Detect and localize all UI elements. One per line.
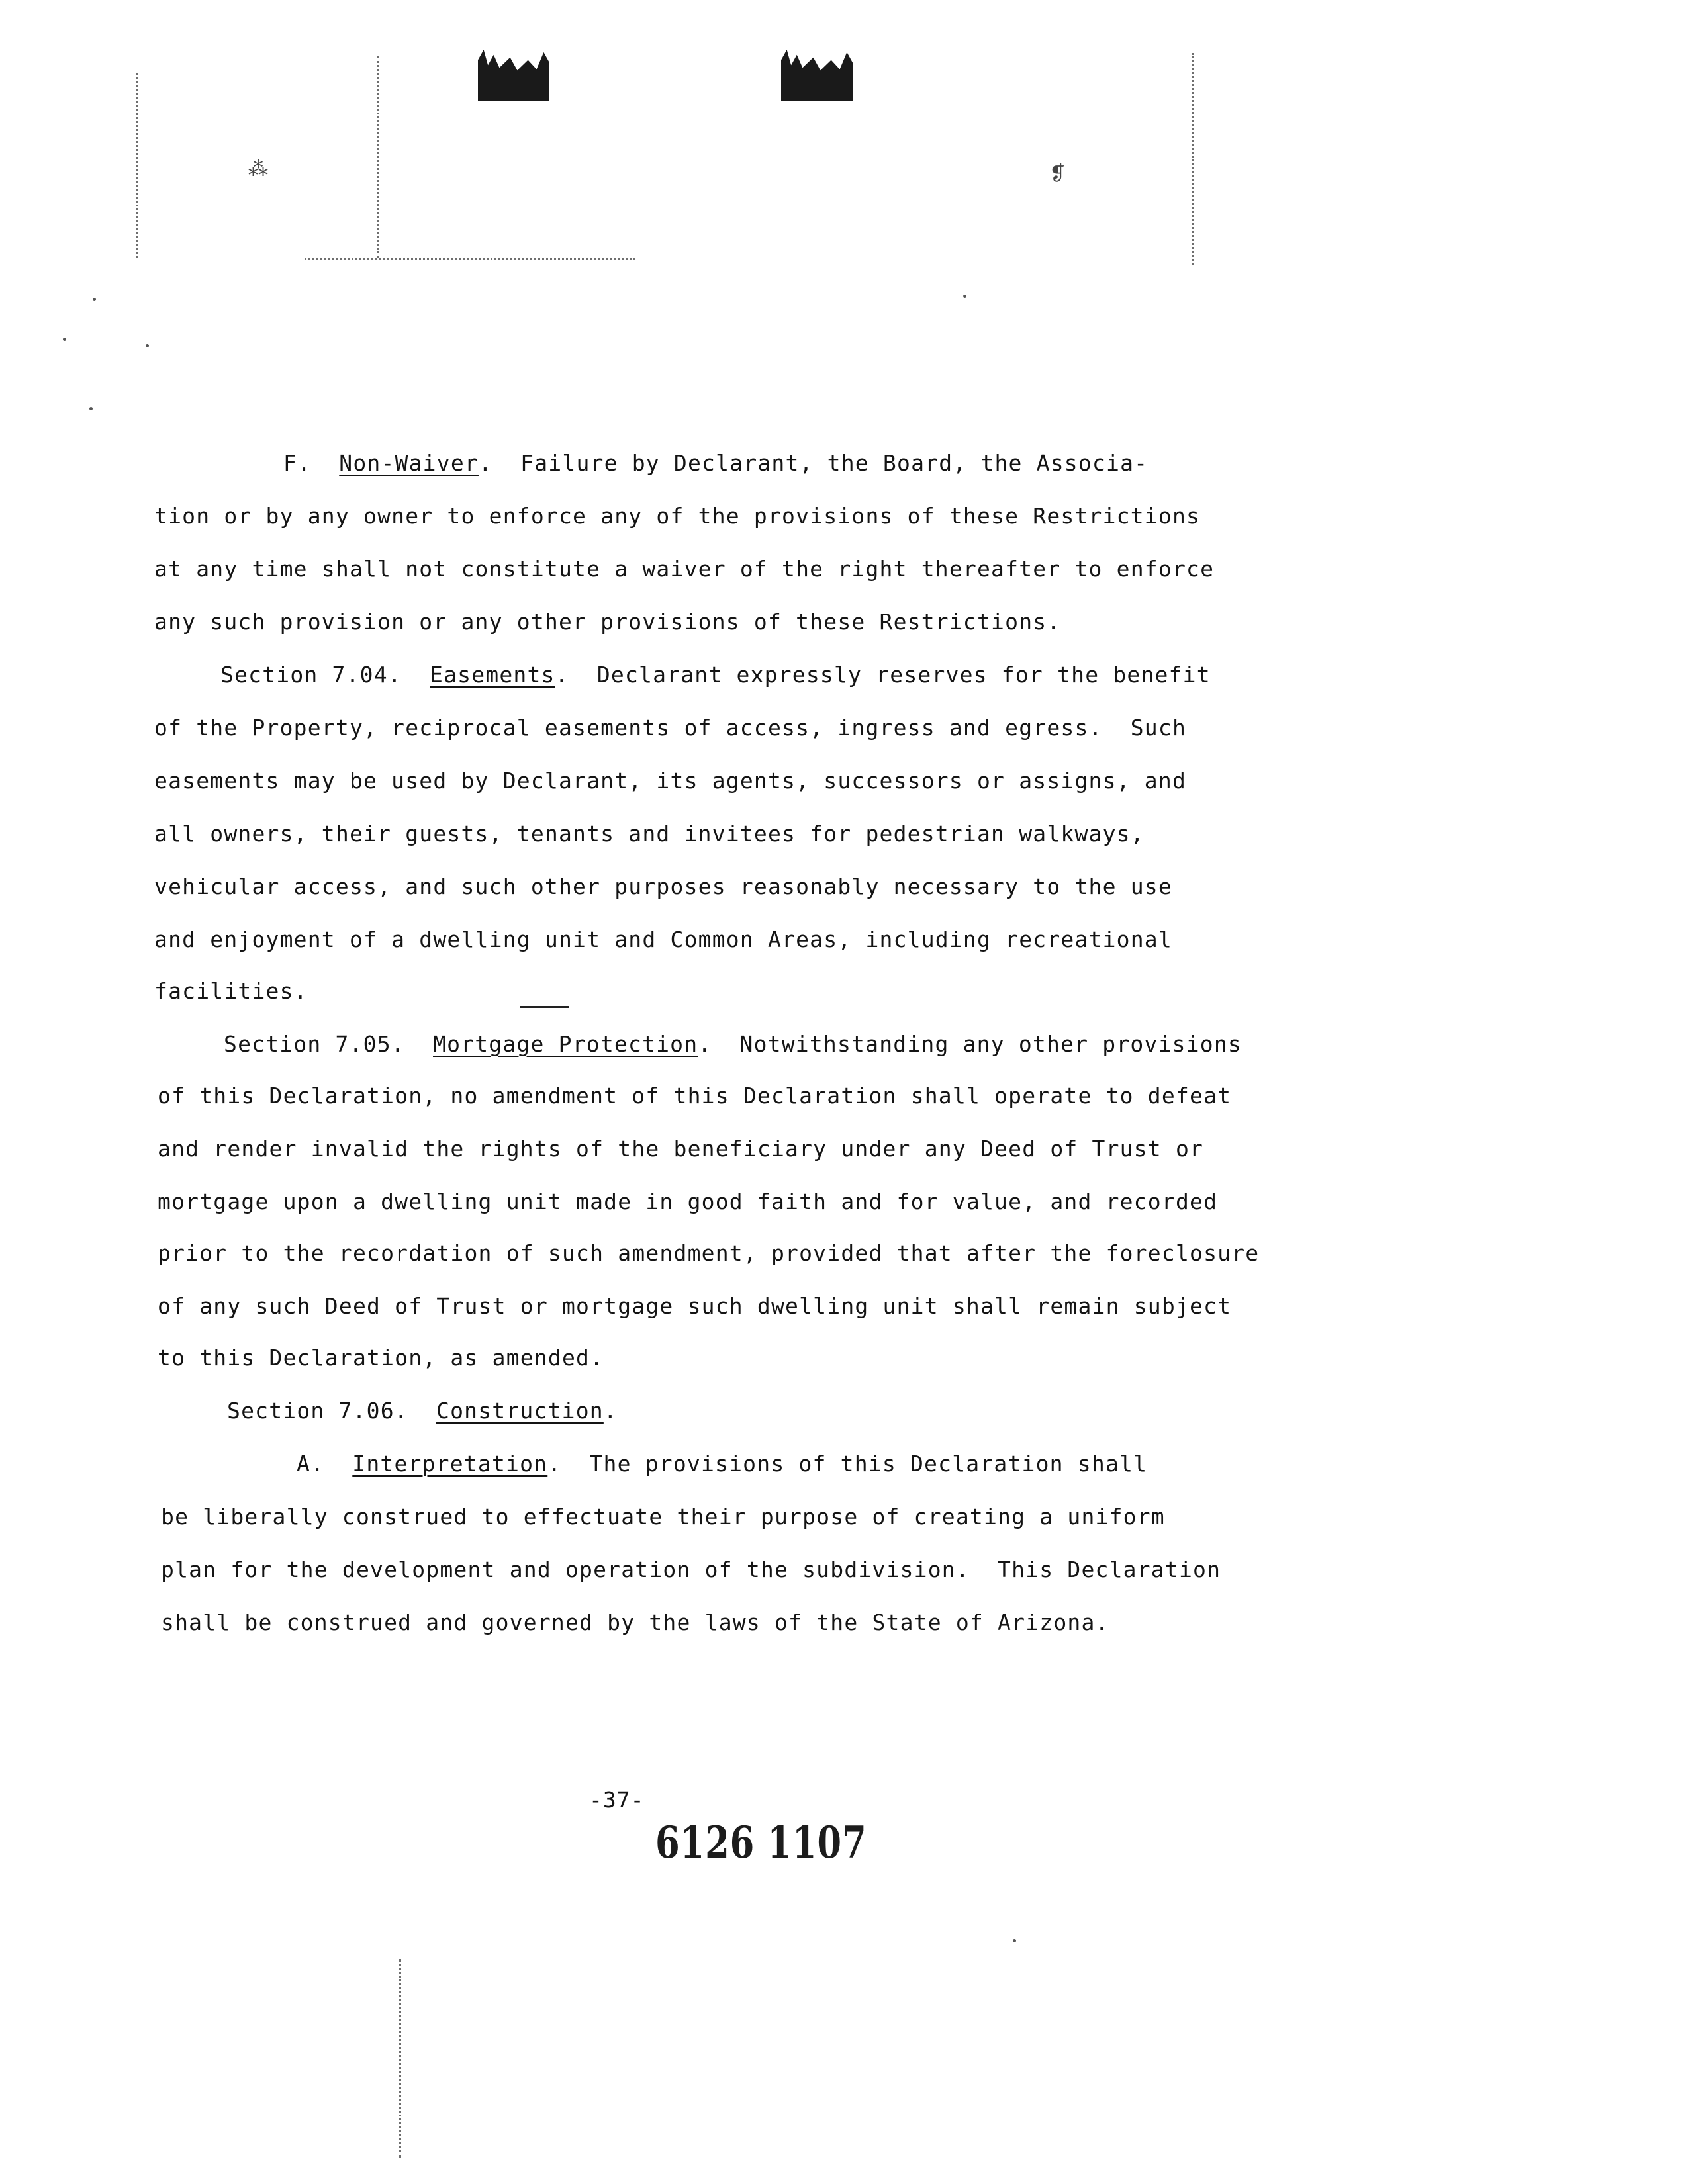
section-704-line-5: vehicular access, and such other purposes reasonably necessary to the use bbox=[154, 874, 1172, 899]
scan-speck bbox=[963, 295, 966, 298]
paragraph-f-line-4: any such provision or any other provisions of these Restrictions. bbox=[154, 609, 1061, 635]
scan-border-lower bbox=[399, 1959, 401, 2158]
section-705-line-4: mortgage upon a dwelling unit made in good faith and for value, and recorded bbox=[158, 1189, 1218, 1214]
paragraph-a-line-1: A. Interpretation. The provisions of this Declaration shall bbox=[297, 1451, 1148, 1477]
paragraph-a-line-4: shall be construed and governed by the laws of the State of Arizona. bbox=[161, 1610, 1109, 1635]
section-705-line-6: of any such Deed of Trust or mortgage such dwelling unit shall remain subject bbox=[158, 1293, 1232, 1319]
scan-border-right bbox=[1192, 53, 1194, 265]
recording-stamp: 6126 1107 bbox=[655, 1817, 867, 1868]
scan-dash bbox=[520, 1006, 569, 1008]
scan-border-inner bbox=[377, 56, 379, 258]
scan-speck bbox=[89, 407, 93, 410]
section-705-line-7: to this Declaration, as amended. bbox=[158, 1345, 604, 1371]
scan-speck bbox=[93, 298, 96, 301]
paragraph-f-line-2: tion or by any owner to enforce any of the provisions of these Restrictions bbox=[154, 503, 1201, 529]
scan-speck bbox=[1013, 1939, 1016, 1942]
paragraph-f-line-3: at any time shall not constitute a waiver of the right thereafter to enforce bbox=[154, 556, 1215, 582]
section-705-line-3: and render invalid the rights of the beneficiary under any Deed of Trust or bbox=[158, 1136, 1204, 1161]
section-704-line-4: all owners, their guests, tenants and invitees for pedestrian walkways, bbox=[154, 821, 1145, 846]
scan-speck bbox=[146, 344, 149, 347]
scan-mark: ⁂ bbox=[248, 158, 268, 181]
section-705-line-5: prior to the recordation of such amendment, provided that after the foreclosure bbox=[158, 1240, 1260, 1266]
scan-speck bbox=[63, 338, 66, 341]
paragraph-a-line-3: plan for the development and operation of the subdivision. This Declaration bbox=[161, 1557, 1221, 1582]
section-704-line-7: facilities. bbox=[154, 978, 308, 1004]
section-705-line-2: of this Declaration, no amendment of this Declaration shall operate to defeat bbox=[158, 1083, 1232, 1109]
scan-artifact-left bbox=[478, 50, 549, 101]
scan-mark: ❡ bbox=[1049, 162, 1066, 185]
section-704-line-1: Section 7.04. Easements. Declarant expressly reserves for the benefit bbox=[220, 662, 1211, 688]
scan-artifact-right bbox=[781, 50, 853, 101]
scan-border-bottom bbox=[305, 258, 635, 260]
page-number: -37- bbox=[589, 1787, 645, 1813]
section-706-heading: Section 7.06. Construction. bbox=[227, 1398, 618, 1424]
paragraph-f-line-1: F. Non-Waiver. Failure by Declarant, the Board, the Associa- bbox=[283, 450, 1149, 476]
scan-border-left bbox=[136, 73, 138, 258]
section-704-line-2: of the Property, reciprocal easements of access, ingress and egress. Such bbox=[154, 715, 1187, 741]
section-704-line-6: and enjoyment of a dwelling unit and Common Areas, including recreational bbox=[154, 927, 1172, 952]
section-705-line-1: Section 7.05. Mortgage Protection. Notwithstanding any other provisions bbox=[224, 1031, 1242, 1057]
paragraph-a-line-2: be liberally construed to effectuate their purpose of creating a uniform bbox=[161, 1504, 1165, 1529]
section-704-line-3: easements may be used by Declarant, its agents, successors or assigns, and bbox=[154, 768, 1187, 794]
